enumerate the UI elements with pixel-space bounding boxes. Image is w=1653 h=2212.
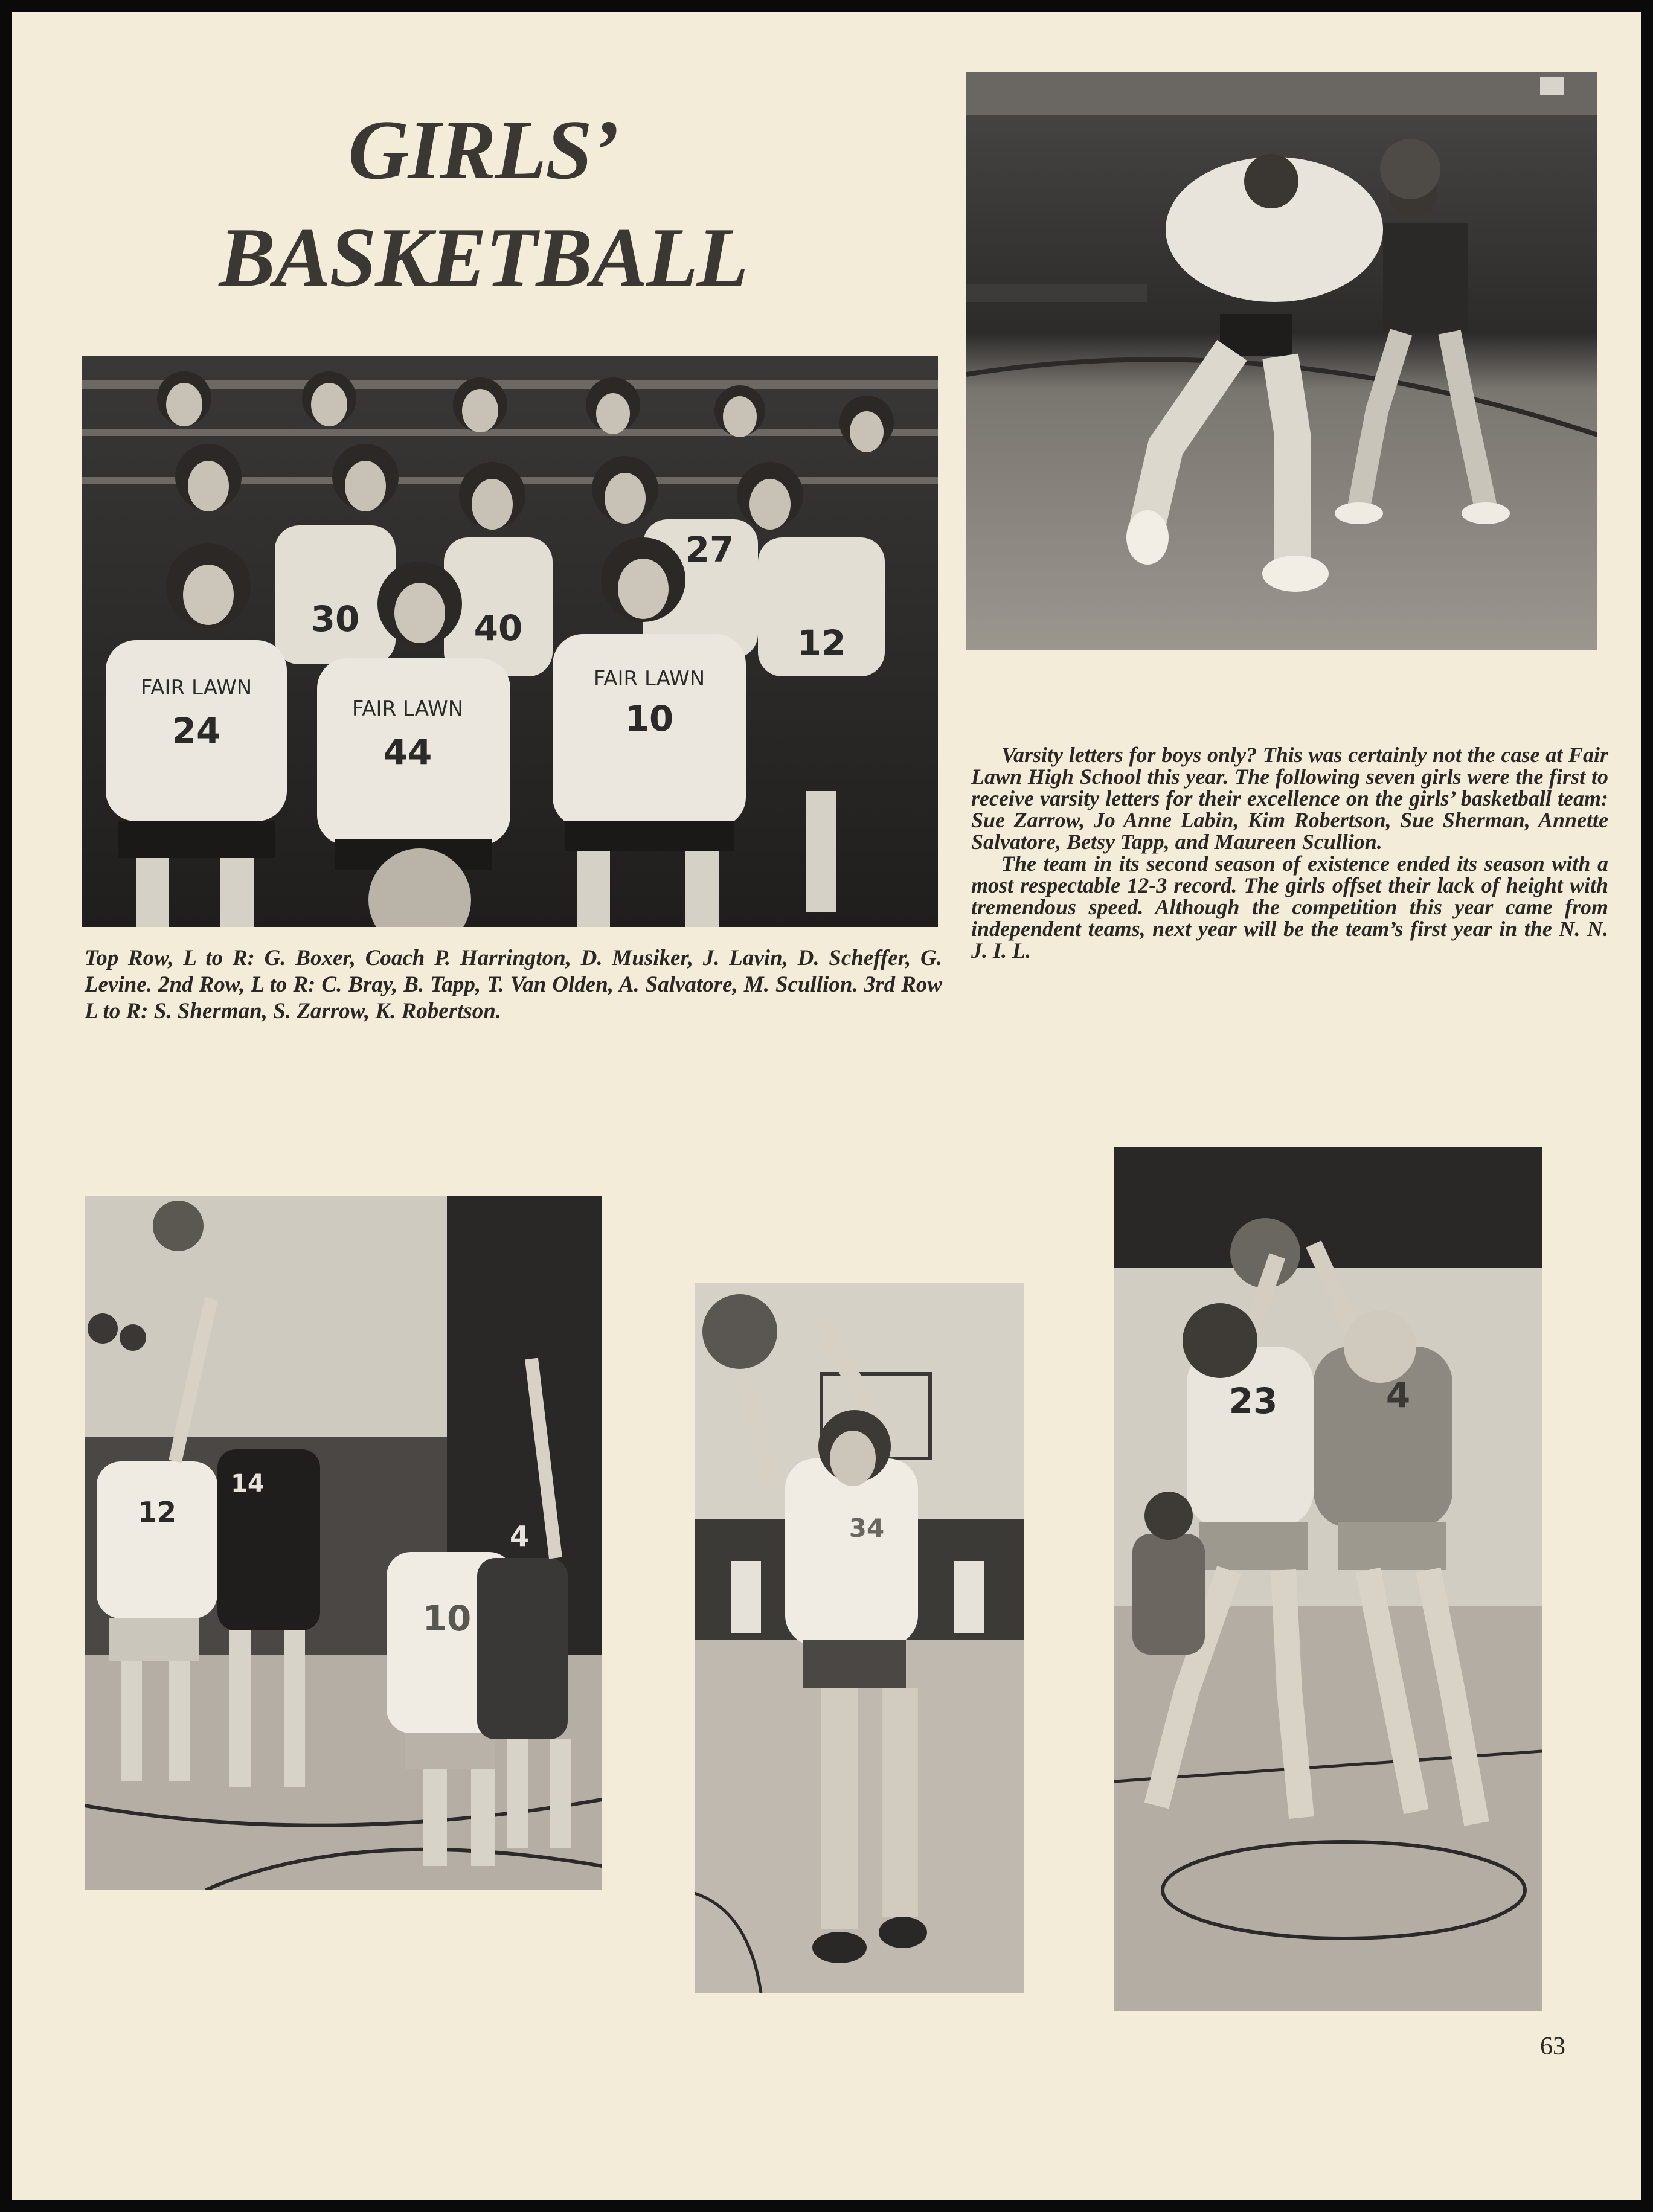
jersey-number: 4	[509, 1520, 530, 1553]
jersey-number: 10	[422, 1598, 472, 1639]
jersey-number: 24	[172, 710, 221, 751]
title-line-2: BASKETBALL	[219, 211, 748, 304]
jersey-label: FAIR LAWN	[593, 667, 705, 691]
photo-jump-ball	[85, 1196, 602, 1890]
jersey-number: 14	[231, 1470, 265, 1498]
photo-shooter	[695, 1283, 1024, 1993]
jersey-label: FAIR LAWN	[140, 676, 252, 700]
jersey-number: 12	[797, 623, 846, 664]
story-text	[971, 744, 1608, 961]
story-paragraph-2: The team in its second season of existence ended its season with a most respectable 12-3 record. The girls offset their lack of height with tremendous speed. Although the competition this year came from independent teams, next year will be the team’s first year in the N. N. J. I. L.	[971, 851, 1608, 963]
jersey-label: FAIR LAWN	[351, 697, 464, 721]
team-photo	[82, 356, 938, 927]
jersey-number: 4	[1385, 1374, 1411, 1415]
story-paragraph-1: Varsity letters for boys only? This was certainly not the case at Fair Lawn High School this year. The following seven girls were the first to receive varsity letters for their excellence on the girls’ basketball team: Sue Zarrow, Jo Anne Labin, Kim Robertson, Sue Sherman, Annette Salvatore, Betsy Tapp, and Maureen Scullion.	[971, 743, 1608, 854]
page-number: 63	[1540, 2033, 1565, 2060]
jersey-number: 30	[310, 598, 360, 640]
jersey-number: 34	[849, 1513, 885, 1543]
jersey-number: 44	[383, 731, 432, 772]
photo-player-passing	[966, 72, 1597, 650]
jersey-number: 27	[685, 529, 734, 570]
jersey-number: 23	[1228, 1380, 1278, 1422]
jersey-number: 10	[624, 698, 674, 739]
photo-rebound	[1114, 1147, 1542, 2011]
title-line-1: GIRLS’	[348, 103, 618, 197]
yearbook-page	[12, 12, 1641, 2200]
team-photo-caption: Top Row, L to R: G. Boxer, Coach P. Harrington, D. Musiker, J. Lavin, D. Scheffer, G. Levine. 2nd Row, L to R: C. Bray, B. Tapp, T. Van Olden, A. Salvatore, M. Scullion. 3rd Row L to R: S. Sherman, S. Zarrow, K. Robertson.	[85, 946, 942, 1024]
page-title	[91, 97, 876, 312]
jersey-number: 40	[473, 607, 523, 649]
jersey-number: 12	[137, 1496, 177, 1528]
